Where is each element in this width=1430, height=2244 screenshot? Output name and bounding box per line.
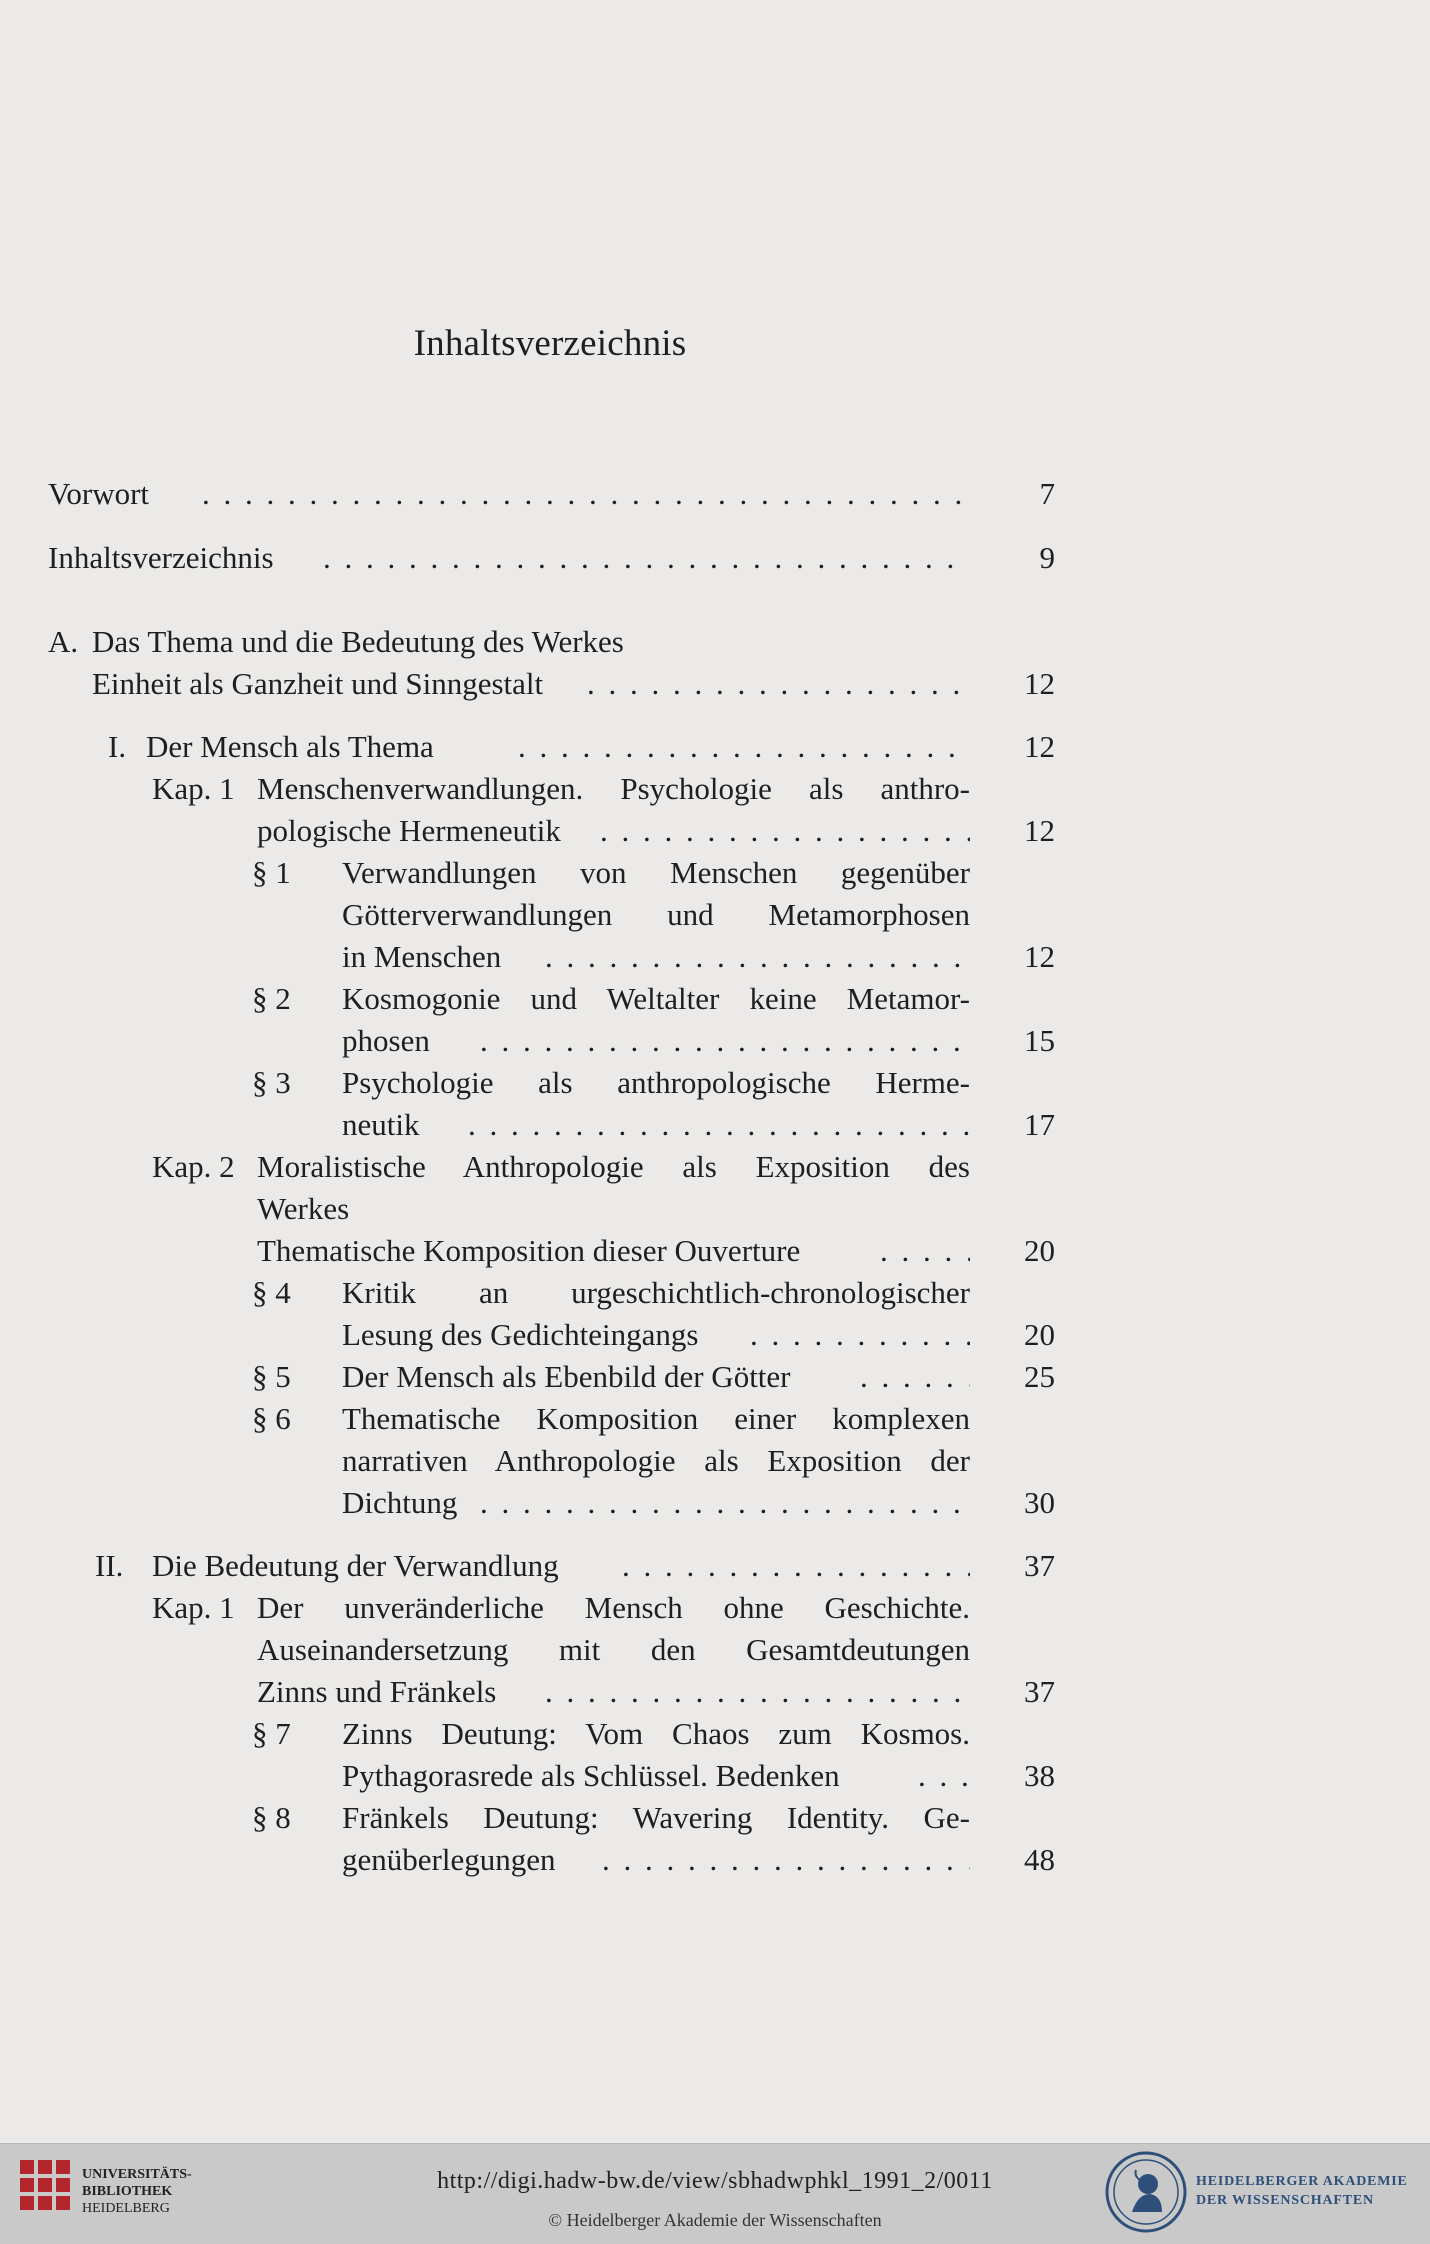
- toc-entry-text: genüberlegungen: [342, 1842, 556, 1877]
- toc-entry: [48, 621, 1055, 663]
- toc-entry-text: Götterverwandlungen und Metamorphosen: [342, 897, 970, 932]
- toc-entry: [48, 1020, 1055, 1062]
- ub-line-2: BIBLIOTHEK: [82, 2184, 173, 2199]
- toc-entry-text: Menschenverwandlungen. Psychologie als anthro-: [257, 771, 970, 806]
- dot-leader: [545, 1671, 970, 1713]
- toc-page-number: 20: [1024, 1317, 1055, 1352]
- toc-page-number: 12: [1024, 729, 1055, 764]
- toc-entry-text: Inhaltsverzeichnis: [48, 540, 274, 575]
- dot-leader: [622, 1545, 970, 1587]
- toc-entry: [48, 1230, 1055, 1272]
- toc-page-number: 9: [1039, 540, 1055, 575]
- copyright-notice: © Heidelberger Akademie der Wissenschaften: [548, 2210, 882, 2230]
- toc-entry: [48, 978, 1055, 1020]
- dot-leader: [918, 1755, 970, 1797]
- toc-entry-text: Die Bedeutung der Verwandlung: [152, 1548, 559, 1583]
- toc-entry: [48, 1755, 1055, 1797]
- toc-page-number: 37: [1024, 1674, 1055, 1709]
- toc-entry-text: Pythagorasrede als Schlüssel. Bedenken: [342, 1758, 840, 1793]
- toc-entry-text: neutik: [342, 1107, 420, 1142]
- page-url-link[interactable]: http://digi.hadw-bw.de/view/sbhadwphkl_1991_2/0011: [437, 2168, 993, 2194]
- toc-entry-label: § 6: [252, 1401, 291, 1436]
- ub-line-3: HEIDELBERG: [82, 2201, 170, 2216]
- toc-entry: [48, 1272, 1055, 1314]
- toc-page-number: 48: [1024, 1842, 1055, 1877]
- toc-entry: [48, 1629, 1055, 1671]
- dot-leader: [202, 473, 970, 515]
- toc-page-number: 38: [1024, 1758, 1055, 1793]
- toc-entry: [48, 1314, 1055, 1356]
- toc-entry-label: Kap. 2: [152, 1149, 235, 1184]
- toc-entry-label: II.: [95, 1548, 124, 1583]
- toc-entry-label: Kap. 1: [152, 1590, 235, 1625]
- toc-entry-label: § 2: [252, 981, 291, 1016]
- toc-entry-text: Der unveränderliche Mensch ohne Geschichte.: [257, 1590, 970, 1625]
- academy-seal-icon: [1104, 2150, 1188, 2234]
- toc-entry-text: Moralistische Anthropologie als Exposition des: [257, 1149, 970, 1184]
- academy-line-1: HEIDELBERGER AKADEMIE: [1196, 2174, 1408, 2189]
- dot-leader: [880, 1230, 970, 1272]
- dot-leader: [323, 537, 970, 579]
- toc-entry: [48, 1545, 1055, 1587]
- toc-entry-label: § 4: [252, 1275, 291, 1310]
- toc-entry: [48, 1839, 1055, 1881]
- dot-leader: [468, 1104, 970, 1146]
- toc-entry-text: Lesung des Gedichteingangs: [342, 1317, 699, 1352]
- toc-entry-label: A.: [48, 624, 79, 659]
- toc-entry: [48, 1104, 1055, 1146]
- toc-entry: [48, 1188, 1055, 1230]
- toc-page-number: 15: [1024, 1023, 1055, 1058]
- toc-entry-text: Das Thema und die Bedeutung des Werkes: [92, 624, 624, 659]
- toc-entry: [48, 1440, 1055, 1482]
- dot-leader: [480, 1020, 970, 1062]
- toc-entry: [48, 1797, 1055, 1839]
- dot-leader: [860, 1356, 970, 1398]
- toc-entry-text: Zinns Deutung: Vom Chaos zum Kosmos.: [342, 1716, 970, 1751]
- dot-leader: [750, 1314, 970, 1356]
- dot-leader: [587, 663, 970, 705]
- toc-entry: [48, 810, 1055, 852]
- toc-entry: [48, 1587, 1055, 1629]
- toc-entry-text: in Menschen: [342, 939, 502, 974]
- dot-leader: [518, 726, 970, 768]
- toc-entry: [48, 663, 1055, 705]
- academy-name: [1196, 2172, 1408, 2210]
- toc-page-number: 30: [1024, 1485, 1055, 1520]
- toc-entry-text: Fränkels Deutung: Wavering Identity. Ge-: [342, 1800, 970, 1835]
- toc-entry: [48, 852, 1055, 894]
- ub-line-1: UNIVERSITÄTS-: [82, 2167, 192, 2182]
- academy-line-2: DER WISSENSCHAFTEN: [1196, 2193, 1374, 2208]
- toc-entry: [48, 936, 1055, 978]
- toc-entry-text: Thematische Komposition einer komplexen: [342, 1401, 970, 1436]
- toc-entry-text: Kritik an urgeschichtlich-chronologischer: [342, 1275, 970, 1310]
- toc-entry: [48, 894, 1055, 936]
- toc-entry-label: § 7: [252, 1716, 291, 1751]
- dot-leader: [602, 1839, 970, 1881]
- toc-entry-text: Psychologie als anthropologische Herme-: [342, 1065, 970, 1100]
- page-title: Inhaltsverzeichnis: [413, 323, 687, 364]
- toc-entry: [48, 1146, 1055, 1188]
- toc-entry-label: § 1: [252, 855, 291, 890]
- toc-entry-text: Dichtung: [342, 1485, 458, 1520]
- toc-entry-text: Vorwort: [48, 476, 150, 511]
- toc-entry: [48, 1671, 1055, 1713]
- toc-entry-label: § 8: [252, 1800, 291, 1835]
- toc-page-number: 12: [1024, 939, 1055, 974]
- dot-leader: [545, 936, 970, 978]
- toc-entry-label: § 3: [252, 1065, 291, 1100]
- toc-entry: [48, 1713, 1055, 1755]
- toc-entry-text: pologische Hermeneutik: [257, 813, 561, 848]
- toc-entry-text: Der Mensch als Ebenbild der Götter: [342, 1359, 791, 1394]
- toc-entry-text: Einheit als Ganzheit und Sinngestalt: [92, 666, 544, 701]
- toc-entry-text: Der Mensch als Thema: [146, 729, 434, 764]
- toc-entry-text: narrativen Anthropologie als Exposition der: [342, 1443, 970, 1478]
- toc-entry: [48, 537, 1055, 579]
- toc-entry-text: Zinns und Fränkels: [257, 1674, 497, 1709]
- toc-entry: [48, 726, 1055, 768]
- toc-entry-label: I.: [108, 729, 127, 764]
- dot-leader: [600, 810, 970, 852]
- toc-page-number: 37: [1024, 1548, 1055, 1583]
- toc-page-number: 12: [1024, 813, 1055, 848]
- toc-entry: [48, 1398, 1055, 1440]
- toc-entry: [48, 768, 1055, 810]
- toc-entry: [48, 1482, 1055, 1524]
- toc-page-number: 12: [1024, 666, 1055, 701]
- toc-page-number: 20: [1024, 1233, 1055, 1268]
- toc-entry-text: Thematische Komposition dieser Ouverture: [257, 1233, 801, 1268]
- toc-entry-label: § 5: [252, 1359, 291, 1394]
- toc-entry: [48, 473, 1055, 515]
- toc-page-number: 17: [1024, 1107, 1055, 1142]
- toc-entry: [48, 1356, 1055, 1398]
- toc-entry-text: Werkes: [257, 1191, 350, 1226]
- toc-entry-label: Kap. 1: [152, 771, 235, 806]
- toc-page-number: 25: [1024, 1359, 1055, 1394]
- toc-entry-text: Auseinandersetzung mit den Gesamtdeutungen: [257, 1632, 970, 1667]
- toc-entry: [48, 1062, 1055, 1104]
- toc-entry-text: Verwandlungen von Menschen gegenüber: [342, 855, 970, 890]
- toc-entry-text: Kosmogonie und Weltalter keine Metamor-: [342, 981, 970, 1016]
- dot-leader: [480, 1482, 970, 1524]
- toc-page-number: 7: [1039, 476, 1055, 511]
- toc-entry-text: phosen: [342, 1023, 430, 1058]
